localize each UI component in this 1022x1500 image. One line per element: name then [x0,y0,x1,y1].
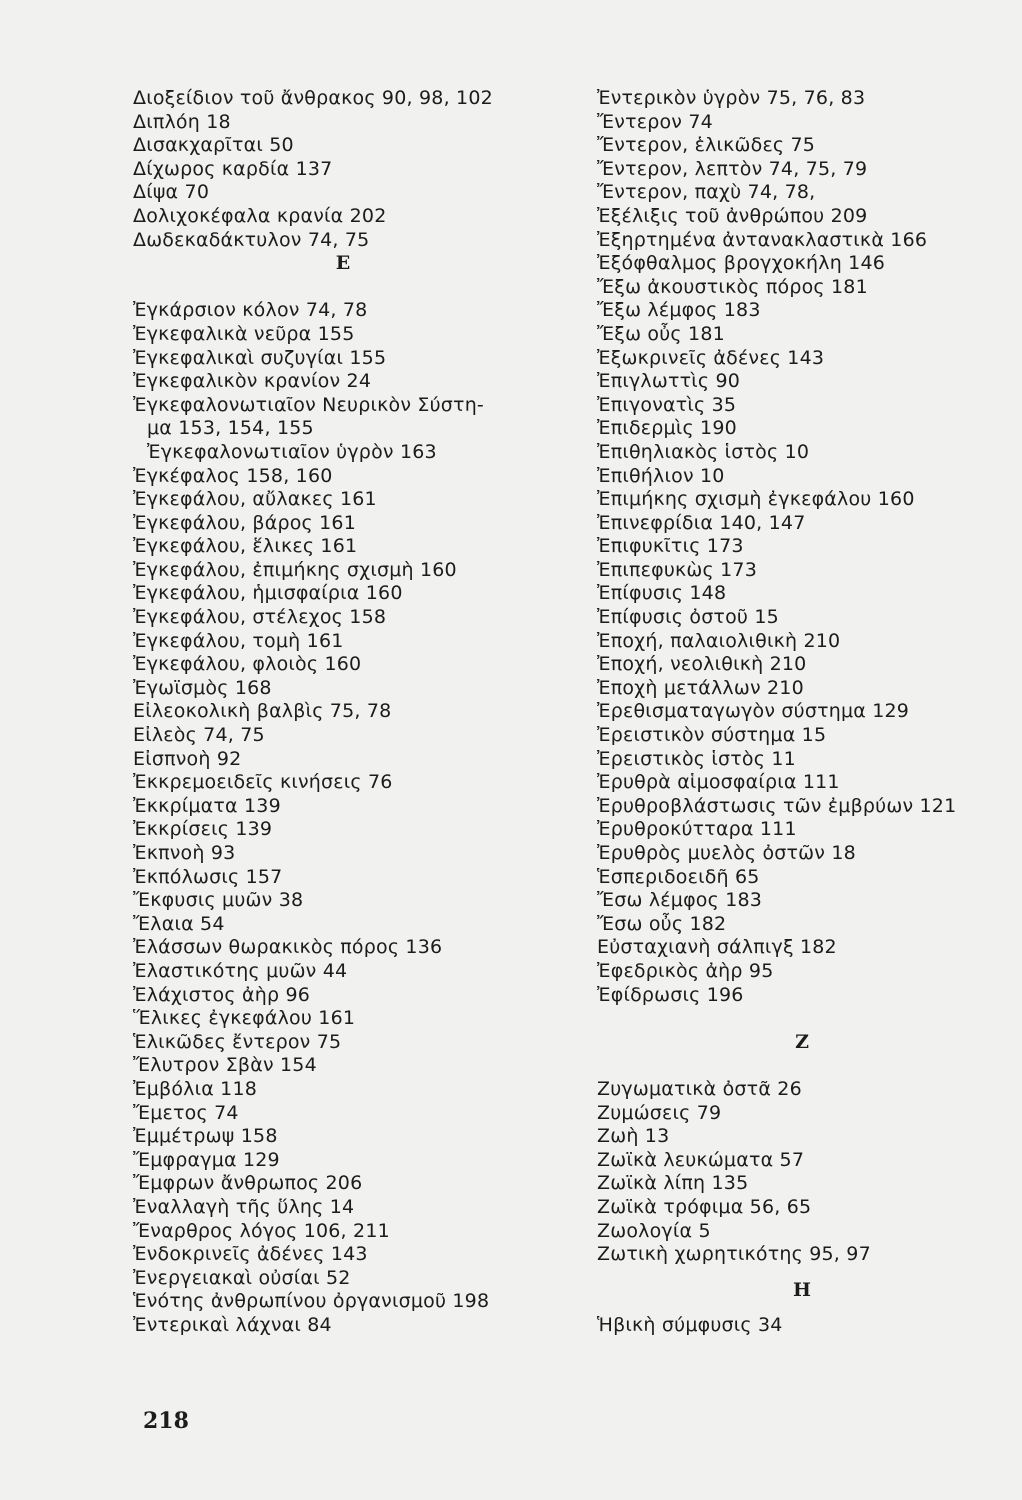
index-entry: Δίχωρος καρδία 137 [133,157,333,180]
index-entry: Ἐρειστικὸς ἱστὸς 11 [597,747,796,770]
index-entry: Ἐγκεφάλου, αὔλακες 161 [133,488,377,511]
spacer [597,1267,1007,1279]
index-entry: Ἐκκρίματα 139 [133,794,281,817]
index-entry: Ἐπιφυκῖτις 173 [597,535,744,558]
index-entry: Ἐγκεφάλου, τομὴ 161 [133,629,344,652]
index-entry: Εἰσπνοὴ 92 [133,747,242,770]
index-entry: Ἐρυθροκύτταρα 111 [597,818,797,841]
index-entry: Ἐπιγλωττὶς 90 [597,370,741,393]
index-entry: Ἐρυθρὰ αἱμοσφαίρια 111 [597,771,840,794]
index-entry: Ἐπιπεφυκὼς 173 [597,558,757,581]
index-entry: Ἐπιδερμὶς 190 [597,417,737,440]
spacer [597,1054,1007,1078]
index-entry: Ἔναρθρος λόγος 106, 211 [133,1219,390,1242]
index-entry: Δίψα 70 [133,181,210,204]
index-entry: Ζωτικὴ χωρητικότης 95, 97 [597,1243,871,1266]
index-entry: Ἐγκεφάλου, φλοιὸς 160 [133,653,362,676]
index-entry: Ἐξηρτημένα ἀντανακλαστικὰ 166 [597,228,928,251]
index-entry: Ἐνεργειακαὶ οὐσίαι 52 [133,1266,351,1289]
index-entry: Ἐντερικὸν ὑγρὸν 75, 76, 83 [597,87,866,109]
index-entry: Εὐσταχιανὴ σάλπιγξ 182 [597,936,837,959]
page-number: 218 [143,1408,189,1434]
index-entry: Ἐξωκρινεῖς ἀδένες 143 [597,346,825,369]
index-entry: Ἔντερον, λεπτὸν 74, 75, 79 [597,157,868,180]
index-entry: Ζωολογία 5 [597,1219,711,1242]
section-letter: Ε [335,252,351,275]
index-entry: Ζωϊκὰ τρόφιμα 56, 65 [597,1195,812,1218]
index-entry: Ἔσω λέμφος 183 [597,889,763,912]
index-entry: Ἔξω ἀκουστικὸς πόρος 181 [597,275,868,298]
index-entry: Ἔντερον 74 [597,110,713,133]
index-entry: Δισακχαρῖται 50 [133,134,294,157]
index-entry: Ἔντερον, παχὺ 74, 78, [597,181,816,204]
index-entry: Ἐγκεφάλου, ἕλικες 161 [133,535,358,558]
index-entry: Ἐναλλαγὴ τῆς ὕλης 14 [133,1195,355,1218]
index-entry: Ἐξέλιξις τοῦ ἀνθρώπου 209 [597,204,868,227]
index-entry: Εἰλεοκολικὴ βαλβὶς 75, 78 [133,700,392,723]
index-entry: Ἑνότης ἀνθρωπίνου ὀργανισμοῦ 198 [133,1290,490,1313]
index-entry: Ἐγκεφάλου, στέλεχος 158 [133,606,387,629]
index-entry: Ἕλικες ἐγκεφάλου 161 [133,1007,356,1030]
index-entry: Ἐλάσσων θωρακικὸς πόρος 136 [133,936,443,959]
index-entry: Ἐπιμήκης σχισμὴ ἐγκεφάλου 160 [597,488,915,511]
index-entry: Ἐγκεφαλικὰ νεῦρα 155 [133,322,355,345]
index-entry: Ἐπίφυσις ὀστοῦ 15 [597,606,779,629]
index-entry: Ἔλυτρον Σβὰν 154 [133,1054,317,1077]
left-column [133,87,553,1337]
index-entry: Ἐλαστικότης μυῶν 44 [133,959,348,982]
index-entry: Ἐκκρίσεις 139 [133,818,273,841]
section-letter: Ζ [795,1030,809,1053]
index-entry: Ἐλάχιστος ἀὴρ 96 [133,983,311,1006]
index-entry: Ἐνδοκρινεῖς ἀδένες 143 [133,1243,368,1266]
index-entry: Ἐκπόλωσις 157 [133,865,283,888]
index-entry: Ἐρεθισματαγωγὸν σύστημα 129 [597,700,910,723]
index-entry: Ἐξόφθαλμος βρογχοκήλη 146 [597,252,886,275]
index-entry: Ἐγωϊσμὸς 168 [133,676,272,699]
index-entry: Ἔμφρων ἄνθρωπος 206 [133,1172,363,1195]
index-entry: Ἐπιγονατὶς 35 [597,393,737,416]
index-entry: Ἐποχή, νεολιθικὴ 210 [597,653,807,676]
index-entry: Εἰλεὸς 74, 75 [133,724,265,747]
right-column [597,87,1007,1338]
index-entry: Ἐκκρεμοειδεῖς κινήσεις 76 [133,771,393,794]
index-entry: Ἑσπεριδοειδῆ 65 [597,865,760,888]
index-entry: Ζωϊκὰ λευκώματα 57 [597,1148,805,1171]
index-entry: Διπλόη 18 [133,110,231,133]
index-entry: Δωδεκαδάκτυλον 74, 75 [133,228,370,251]
index-entry-continuation: μα 153, 154, 155 [147,417,314,440]
index-entry: Ἔξω λέμφος 183 [597,299,761,322]
index-entry: Ἔξω οὖς 181 [597,322,725,345]
index-entry: Ἐγκεφαλικαὶ συζυγίαι 155 [133,346,387,369]
section-letter: Η [793,1278,811,1301]
index-entry: Ἔκφυσις μυῶν 38 [133,889,304,912]
index-entry: Ἐκπνοὴ 93 [133,842,236,864]
spacer [597,1302,1007,1314]
index-entry: Ἐπιθήλιον 10 [597,464,725,487]
index-entry: Ἐπίφυσις 148 [597,582,727,605]
index-entry: Ζωϊκὰ λίπη 135 [597,1172,749,1195]
index-entry: Ζυγωματικὰ ὀστᾶ 26 [597,1077,802,1100]
index-entry: Ἐγκεφάλου, ἐπιμήκης σχισμὴ 160 [133,558,457,581]
index-entry: Ἑλικῶδες ἔντερον 75 [133,1030,342,1053]
index-entry: Ἐρυθρὸς μυελὸς ὀστῶν 18 [597,842,856,864]
index-entry: Ἔντερον, ἑλικῶδες 75 [597,134,816,157]
index-entry: Ἐποχή, παλαιολιθικὴ 210 [597,629,841,652]
index-entry: Ἔσω οὖς 182 [597,912,727,935]
index-entry: Διοξείδιον τοῦ ἄνθρακος 90, 98, 102 [133,87,493,109]
index-entry: Ἡβικὴ σύμφυσις 34 [597,1314,783,1337]
index-entry: Ἐγκεφάλου, βάρος 161 [133,511,357,534]
index-entry: Ἔλαια 54 [133,912,225,935]
index-entry: Ἐπιθηλιακὸς ἱστὸς 10 [597,440,810,463]
index-entry: Ἐγκάρσιον κόλον 74, 78 [133,299,368,322]
spacer [133,276,553,300]
index-entry: Ἐγκεφαλονωτιαῖον Νευρικὸν Σύστη- [133,393,484,416]
index-entry: Ἐρυθροβλάστωσις τῶν ἐμβρύων 121 [597,794,957,817]
index-entry: Ζυμώσεις 79 [597,1101,722,1124]
index-entry: Ἐμμέτρωψ 158 [133,1125,278,1148]
index-entry: Ἐφίδρωσις 196 [597,983,744,1006]
index-entry-continuation: Ἐγκεφαλονωτιαῖον ὑγρὸν 163 [147,440,437,463]
index-entry: Ἐποχὴ μετάλλων 210 [597,676,804,699]
spacer [597,1007,1007,1031]
index-entry: Ἔμετος 74 [133,1101,239,1124]
index-entry: Ἐρειστικὸν σύστημα 15 [597,724,827,747]
index-entry: Ἐπινεφρίδια 140, 147 [597,511,806,534]
index-entry: Ἐμβόλια 118 [133,1077,258,1100]
index-entry: Δολιχοκέφαλα κρανία 202 [133,204,387,227]
index-entry: Ἐντερικαὶ λάχναι 84 [133,1313,332,1336]
index-entry: Ἐφεδρικὸς ἀὴρ 95 [597,959,774,982]
index-entry: Ἐγκεφάλου, ἡμισφαίρια 160 [133,582,403,605]
index-entry: Ζωὴ 13 [597,1125,670,1148]
index-entry: Ἔμφραγμα 129 [133,1148,280,1171]
index-entry: Ἐγκέφαλος 158, 160 [133,464,333,487]
index-entry: Ἐγκεφαλικὸν κρανίον 24 [133,370,372,393]
